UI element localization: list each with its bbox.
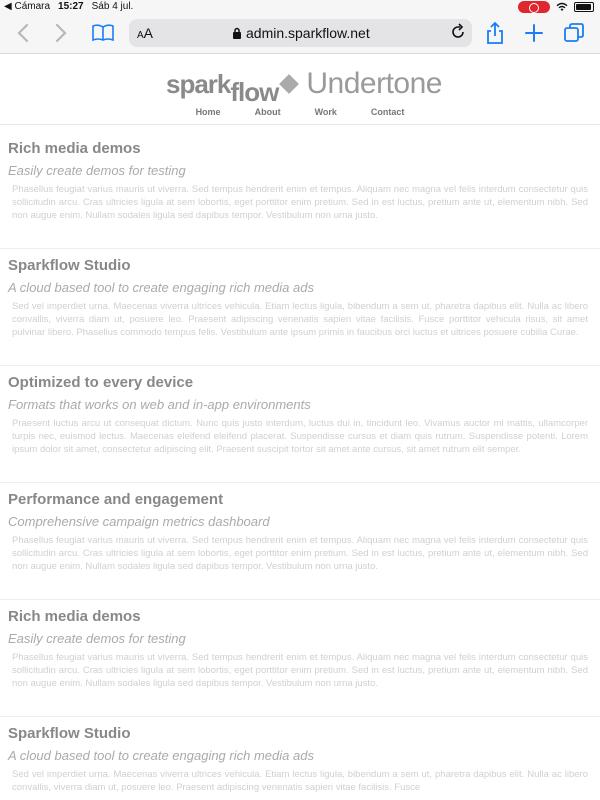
status-date: Sáb 4 jul.	[91, 1, 134, 12]
section-body: Phasellus feugiat varius mauris ut viverra. Sed tempus hendrerit enim et tempus. Aliquam nec magna vel felis interdum consectetur quis sollicitudin arcu. Cras ultricies ligula at sem lobortis, eget porttitor enim pretium. Sed in est luctus, pretium ante ut, elementum nibh. Sed non augue enim. Nullam sodales ligula sed dapibus tempor. Vestibulum non urna justo.	[12, 652, 588, 689]
text-size-button[interactable]: AA	[137, 25, 154, 41]
section-subtitle: Easily create demos for testing	[8, 163, 186, 178]
logo-undertone: Undertone	[306, 66, 442, 100]
section-title: Performance and engagement	[8, 491, 224, 508]
content-section	[0, 249, 600, 366]
section-body: Sed vel imperdiet urna. Maecenas viverra ultrices vehicula. Etiam lectus ligula, bibendum a sem ut, pharetra dapibus elit. Nulla ac libero convallis, viverra diam ut, posuere leo. Praesent adipiscing venenatis sapien vitae facilisis. Fusce porttitor vehicula risus, sit amet pulvinar libero. Phasellus commodo tempus felis. Vestibulum ante ipsum primis in faucibus orci luctus et ultrices posuere cubilia Curae.	[12, 301, 588, 338]
battery-icon	[574, 2, 594, 12]
wifi-icon	[556, 2, 568, 12]
site-nav	[0, 107, 600, 117]
content-section	[0, 600, 600, 717]
lock-icon	[232, 27, 242, 39]
content-section	[0, 132, 600, 249]
back-to-app-link[interactable]: ◀ Cámara	[4, 1, 51, 12]
content-section	[0, 483, 600, 600]
url-text: admin.sparkflow.net	[246, 25, 370, 41]
nav-home[interactable]: Home	[195, 107, 221, 117]
share-icon[interactable]	[482, 20, 508, 46]
status-time: 15:27	[58, 1, 84, 12]
section-body: Sed vel imperdiet urna. Maecenas viverra ultrices vehicula. Etiam lectus ligula, bibendum a sem ut, pharetra dapibus elit. Nulla ac libero convallis, viverra diam ut, posuere leo. Praesent adipiscing venenatis sapien vitae facilisis. Fusce	[12, 769, 588, 793]
section-subtitle: A cloud based tool to create engaging rich media ads	[8, 280, 314, 295]
browser-toolbar	[0, 14, 600, 54]
section-title: Rich media demos	[8, 140, 141, 157]
forward-icon[interactable]	[48, 20, 74, 46]
bookmarks-icon[interactable]	[90, 20, 116, 46]
nav-about[interactable]: About	[254, 107, 281, 117]
screen-recording-icon[interactable]	[518, 1, 550, 13]
new-tab-icon[interactable]	[521, 20, 547, 46]
back-icon[interactable]	[10, 20, 36, 46]
section-body: Phasellus feugiat varius mauris ut viverra. Sed tempus hendrerit enim et tempus. Aliquam nec magna vel felis interdum consectetur quis sollicitudin arcu. Cras ultricies ligula at sem lobortis, eget porttitor enim pretium. Sed in est luctus, pretium ante ut, elementum nibh. Sed non augue enim. Nullam sodales ligula sed dapibus tempor. Vestibulum non urna justo.	[12, 535, 588, 572]
logo-diamond-icon	[279, 74, 299, 94]
reload-icon[interactable]	[450, 22, 466, 47]
nav-contact[interactable]: Contact	[370, 107, 405, 117]
section-subtitle: Comprehensive campaign metrics dashboard	[8, 514, 270, 529]
section-subtitle: A cloud based tool to create engaging rich media ads	[8, 748, 314, 763]
section-title: Optimized to every device	[8, 374, 194, 391]
site-logo[interactable]	[166, 59, 442, 108]
section-title: Sparkflow Studio	[8, 257, 131, 274]
content-section	[0, 366, 600, 483]
section-body: Phasellus feugiat varius mauris ut viverra. Sed tempus hendrerit enim et tempus. Aliquam nec magna vel felis interdum consectetur quis sollicitudin arcu. Cras ultricies ligula at sem lobortis, eget porttitor enim pretium. Sed in est luctus, pretium ante ut, elementum nibh. Sed non augue enim. Nullam sodales ligula sed dapibus tempor. Vestibulum non urna justo.	[12, 184, 588, 221]
section-subtitle: Formats that works on web and in-app environments	[8, 397, 311, 412]
logo-flow: flow	[230, 77, 279, 107]
nav-work[interactable]: Work	[314, 107, 337, 117]
section-title: Rich media demos	[8, 608, 141, 625]
site-header	[0, 55, 600, 125]
tabs-overview-icon[interactable]	[561, 20, 587, 46]
status-bar	[0, 0, 600, 14]
logo-spark: spark	[166, 68, 231, 99]
section-body: Praesent luctus arcu ut consequat dictum. Nunc quis justo interdum, luctus dui in, tincidunt leo. Vivamus auctor mi mattis, ullamcorper turpis nec, euismod lectus. Maecenas eleifend eleifend placerat. Suspendisse cursus et diam quis rutrum. Suspendisse potenti. Lorem ipsum dolor sit amet, consectetur adipiscing elit. Praesent suscipit tortor sit amet ante cursus, sit amet rutrum elit semper.	[12, 418, 588, 455]
address-bar[interactable]	[129, 19, 472, 47]
section-title: Sparkflow Studio	[8, 725, 131, 742]
main-content	[0, 132, 600, 800]
section-subtitle: Easily create demos for testing	[8, 631, 186, 646]
content-section	[0, 717, 600, 800]
